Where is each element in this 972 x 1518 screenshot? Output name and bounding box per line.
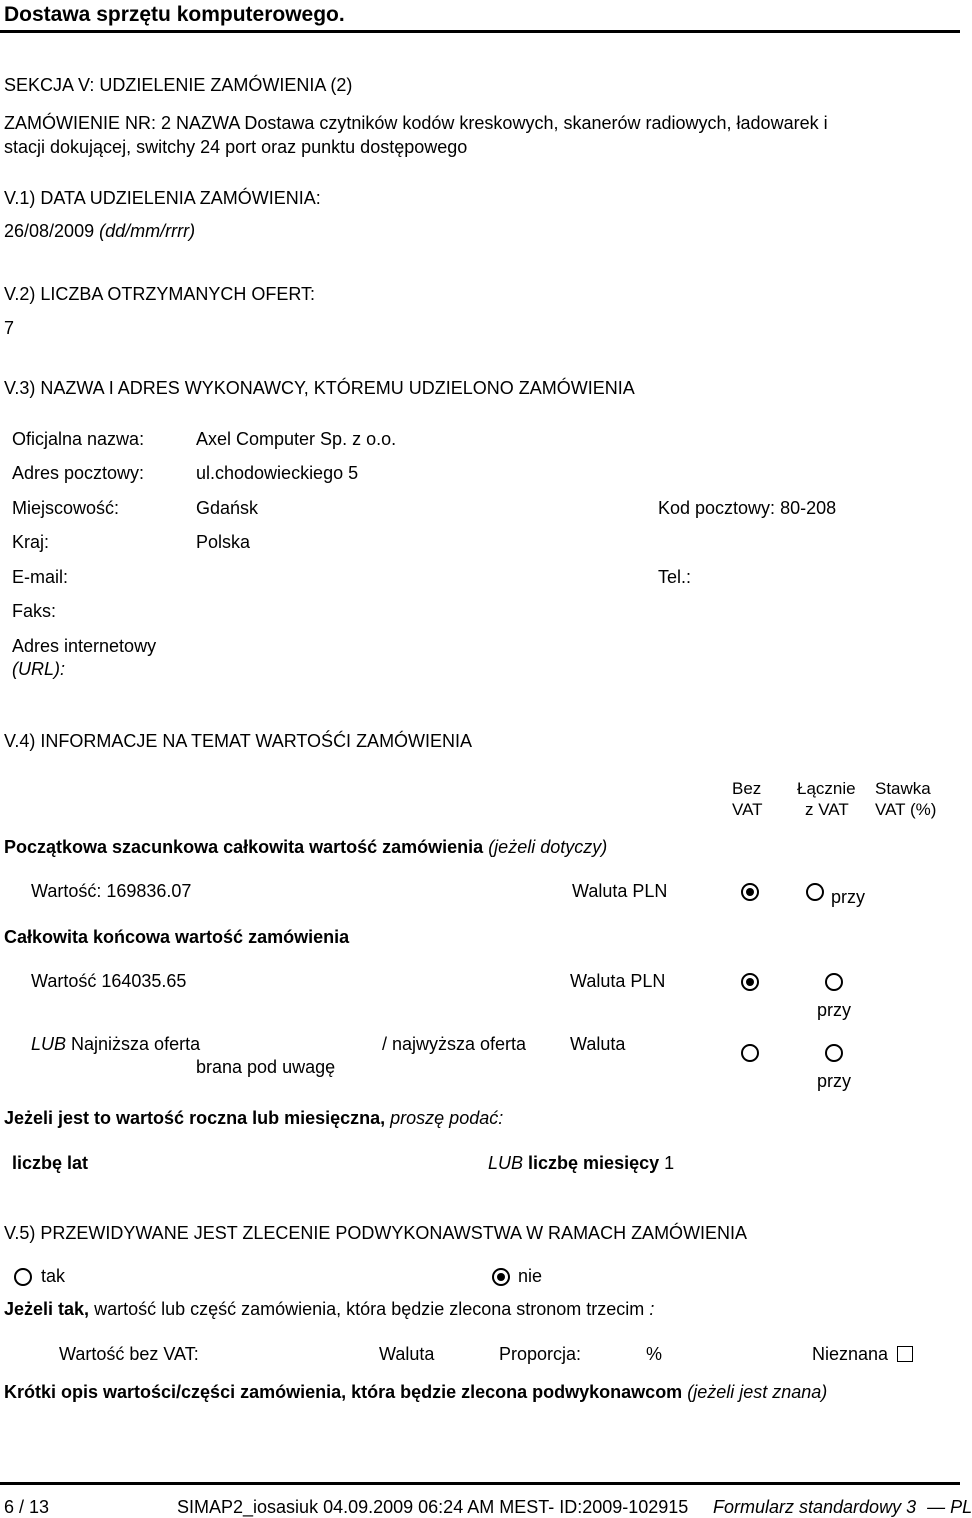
initial-value-label: Początkowa szacunkowa całkowita wartość zamówienia xyxy=(4,837,484,857)
months-label: liczbę miesięcy xyxy=(528,1153,660,1173)
subcontract-currency-label: Waluta xyxy=(379,1344,435,1364)
footer-form xyxy=(713,1496,972,1518)
col-gross-2: z VAT xyxy=(805,800,849,819)
final-przy: przy xyxy=(817,1000,852,1020)
address-label: Adres pocztowy: xyxy=(12,463,145,483)
v2-heading: V.2) LICZBA OTRZYMANYCH OFERT: xyxy=(4,284,316,304)
award-date xyxy=(4,220,195,242)
offers-count: 7 xyxy=(4,318,15,338)
subcontract-no-radio[interactable] xyxy=(492,1268,510,1286)
subcontract-yes-label: tak xyxy=(41,1266,66,1286)
if-yes-rest: wartość lub część zamówienia, która będzie zlecona stronom trzecim xyxy=(94,1299,645,1319)
final-currency: Waluta PLN xyxy=(570,971,666,991)
initial-value-heading xyxy=(4,836,607,858)
v3-heading: V.3) NAZWA I ADRES WYKONAWCY, KTÓREMU UDZIELONO ZAMÓWIENIA xyxy=(4,378,635,398)
unknown-checkbox[interactable] xyxy=(897,1346,913,1362)
country-label: Kraj: xyxy=(12,532,50,552)
col-rate-2: VAT (%) xyxy=(875,800,937,819)
postal-code-label: Kod pocztowy: xyxy=(658,498,776,518)
initial-net-radio[interactable] xyxy=(741,883,759,901)
subcontract-description xyxy=(4,1381,827,1403)
final-value: Wartość 164035.65 xyxy=(31,971,187,991)
col-rate-1: Stawka xyxy=(875,779,931,798)
initial-value: Wartość: 169836.07 xyxy=(31,881,192,901)
annual-heading xyxy=(4,1107,503,1129)
date-format: (dd/mm/rrrr) xyxy=(99,221,196,241)
section-heading: SEKCJA V: UDZIELENIE ZAMÓWIENIA (2) xyxy=(4,75,353,95)
order-line-2: stacji dokującej, switchy 24 port oraz punktu dostępowego xyxy=(4,137,468,157)
city-value: Gdańsk xyxy=(196,498,259,518)
col-net-1: Bez xyxy=(732,779,762,798)
subcontract-no-label: nie xyxy=(518,1266,543,1286)
annual-label: Jeżeli jest to wartość roczna lub miesięczna, xyxy=(4,1108,386,1128)
initial-gross-radio[interactable] xyxy=(806,883,824,901)
col-net-2: VAT xyxy=(732,800,763,819)
if-yes-colon: : xyxy=(649,1299,655,1319)
range-przy: przy xyxy=(817,1071,852,1091)
initial-przy: przy xyxy=(831,887,866,907)
form-name: Formularz standardowy 3 xyxy=(713,1497,917,1517)
range-currency: Waluta xyxy=(570,1034,626,1054)
final-net-radio[interactable] xyxy=(741,973,759,991)
subcontract-yes-radio[interactable] xyxy=(14,1268,32,1286)
final-value-heading: Całkowita końcowa wartość zamówienia xyxy=(4,927,350,947)
header-rule xyxy=(0,30,960,33)
form-sep: — xyxy=(927,1497,946,1517)
footer-rule xyxy=(0,1482,960,1485)
if-yes-line xyxy=(4,1298,654,1320)
desc-suffix: (jeżeli jest znana) xyxy=(687,1382,828,1402)
v5-heading: V.5) PRZEWIDYWANE JEST ZLECENIE PODWYKONAWSTWA W RAMACH ZAMÓWIENIA xyxy=(4,1223,748,1243)
form-lang: PL xyxy=(950,1497,972,1517)
tel-label: Tel.: xyxy=(658,567,692,587)
highest-offer-label: / najwyższa oferta xyxy=(382,1034,527,1054)
email-label: E-mail: xyxy=(12,567,69,587)
range-net-radio[interactable] xyxy=(741,1044,759,1062)
page-number: 6 / 13 xyxy=(4,1497,50,1517)
years-label: liczbę lat xyxy=(12,1153,89,1173)
lub-label: LUB xyxy=(31,1034,67,1054)
unknown-label: Nieznana xyxy=(812,1344,889,1364)
v4-heading: V.4) INFORMACJE NA TEMAT WARTOŚĆI ZAMÓWIENIA xyxy=(4,731,473,751)
months-value: 1 xyxy=(664,1153,675,1173)
final-gross-radio[interactable] xyxy=(825,973,843,991)
postal-code xyxy=(658,497,836,519)
url-label-2: (URL): xyxy=(12,659,65,679)
subcontract-net-label: Wartość bez VAT: xyxy=(59,1344,199,1364)
official-name-label: Oficjalna nazwa: xyxy=(12,429,145,449)
months xyxy=(488,1152,674,1174)
months-lub: LUB xyxy=(488,1153,524,1173)
lowest-offer-label: Najniższa oferta xyxy=(71,1034,201,1054)
url-label-1: Adres internetowy xyxy=(12,636,157,656)
country-value: Polska xyxy=(196,532,251,552)
footer-meta: SIMAP2_iosasiuk 04.09.2009 06:24 AM MEST- ID:2009-102915 xyxy=(177,1497,689,1517)
order-line-1: ZAMÓWIENIE NR: 2 NAZWA Dostawa czytników kodów kreskowych, skanerów radiowych, ładowarek i xyxy=(4,113,828,133)
award-date-value: 26/08/2009 xyxy=(4,221,95,241)
annual-suffix: proszę podać: xyxy=(390,1108,504,1128)
initial-value-suffix: (jeżeli dotyczy) xyxy=(488,837,608,857)
city-label: Miejscowość: xyxy=(12,498,120,518)
fax-label: Faks: xyxy=(12,601,57,621)
proportion-label: Proporcja: xyxy=(499,1344,582,1364)
v1-heading: V.1) DATA UDZIELENIA ZAMÓWIENIA: xyxy=(4,188,321,208)
desc-bold: Krótki opis wartości/części zamówienia, która będzie zlecona podwykonawcom xyxy=(4,1382,683,1402)
address-value: ul.chodowieckiego 5 xyxy=(196,463,359,483)
col-gross-1: Łącznie xyxy=(797,779,856,798)
lowest-offer xyxy=(31,1033,200,1055)
range-gross-radio[interactable] xyxy=(825,1044,843,1062)
page-title: Dostawa sprzętu komputerowego. xyxy=(4,3,345,26)
considered-label: brana pod uwagę xyxy=(196,1057,336,1077)
percent-sign: % xyxy=(646,1344,663,1364)
official-name-value: Axel Computer Sp. z o.o. xyxy=(196,429,397,449)
if-yes-bold: Jeżeli tak, xyxy=(4,1299,90,1319)
initial-currency: Waluta PLN xyxy=(572,881,668,901)
postal-code-value: 80-208 xyxy=(780,498,837,518)
